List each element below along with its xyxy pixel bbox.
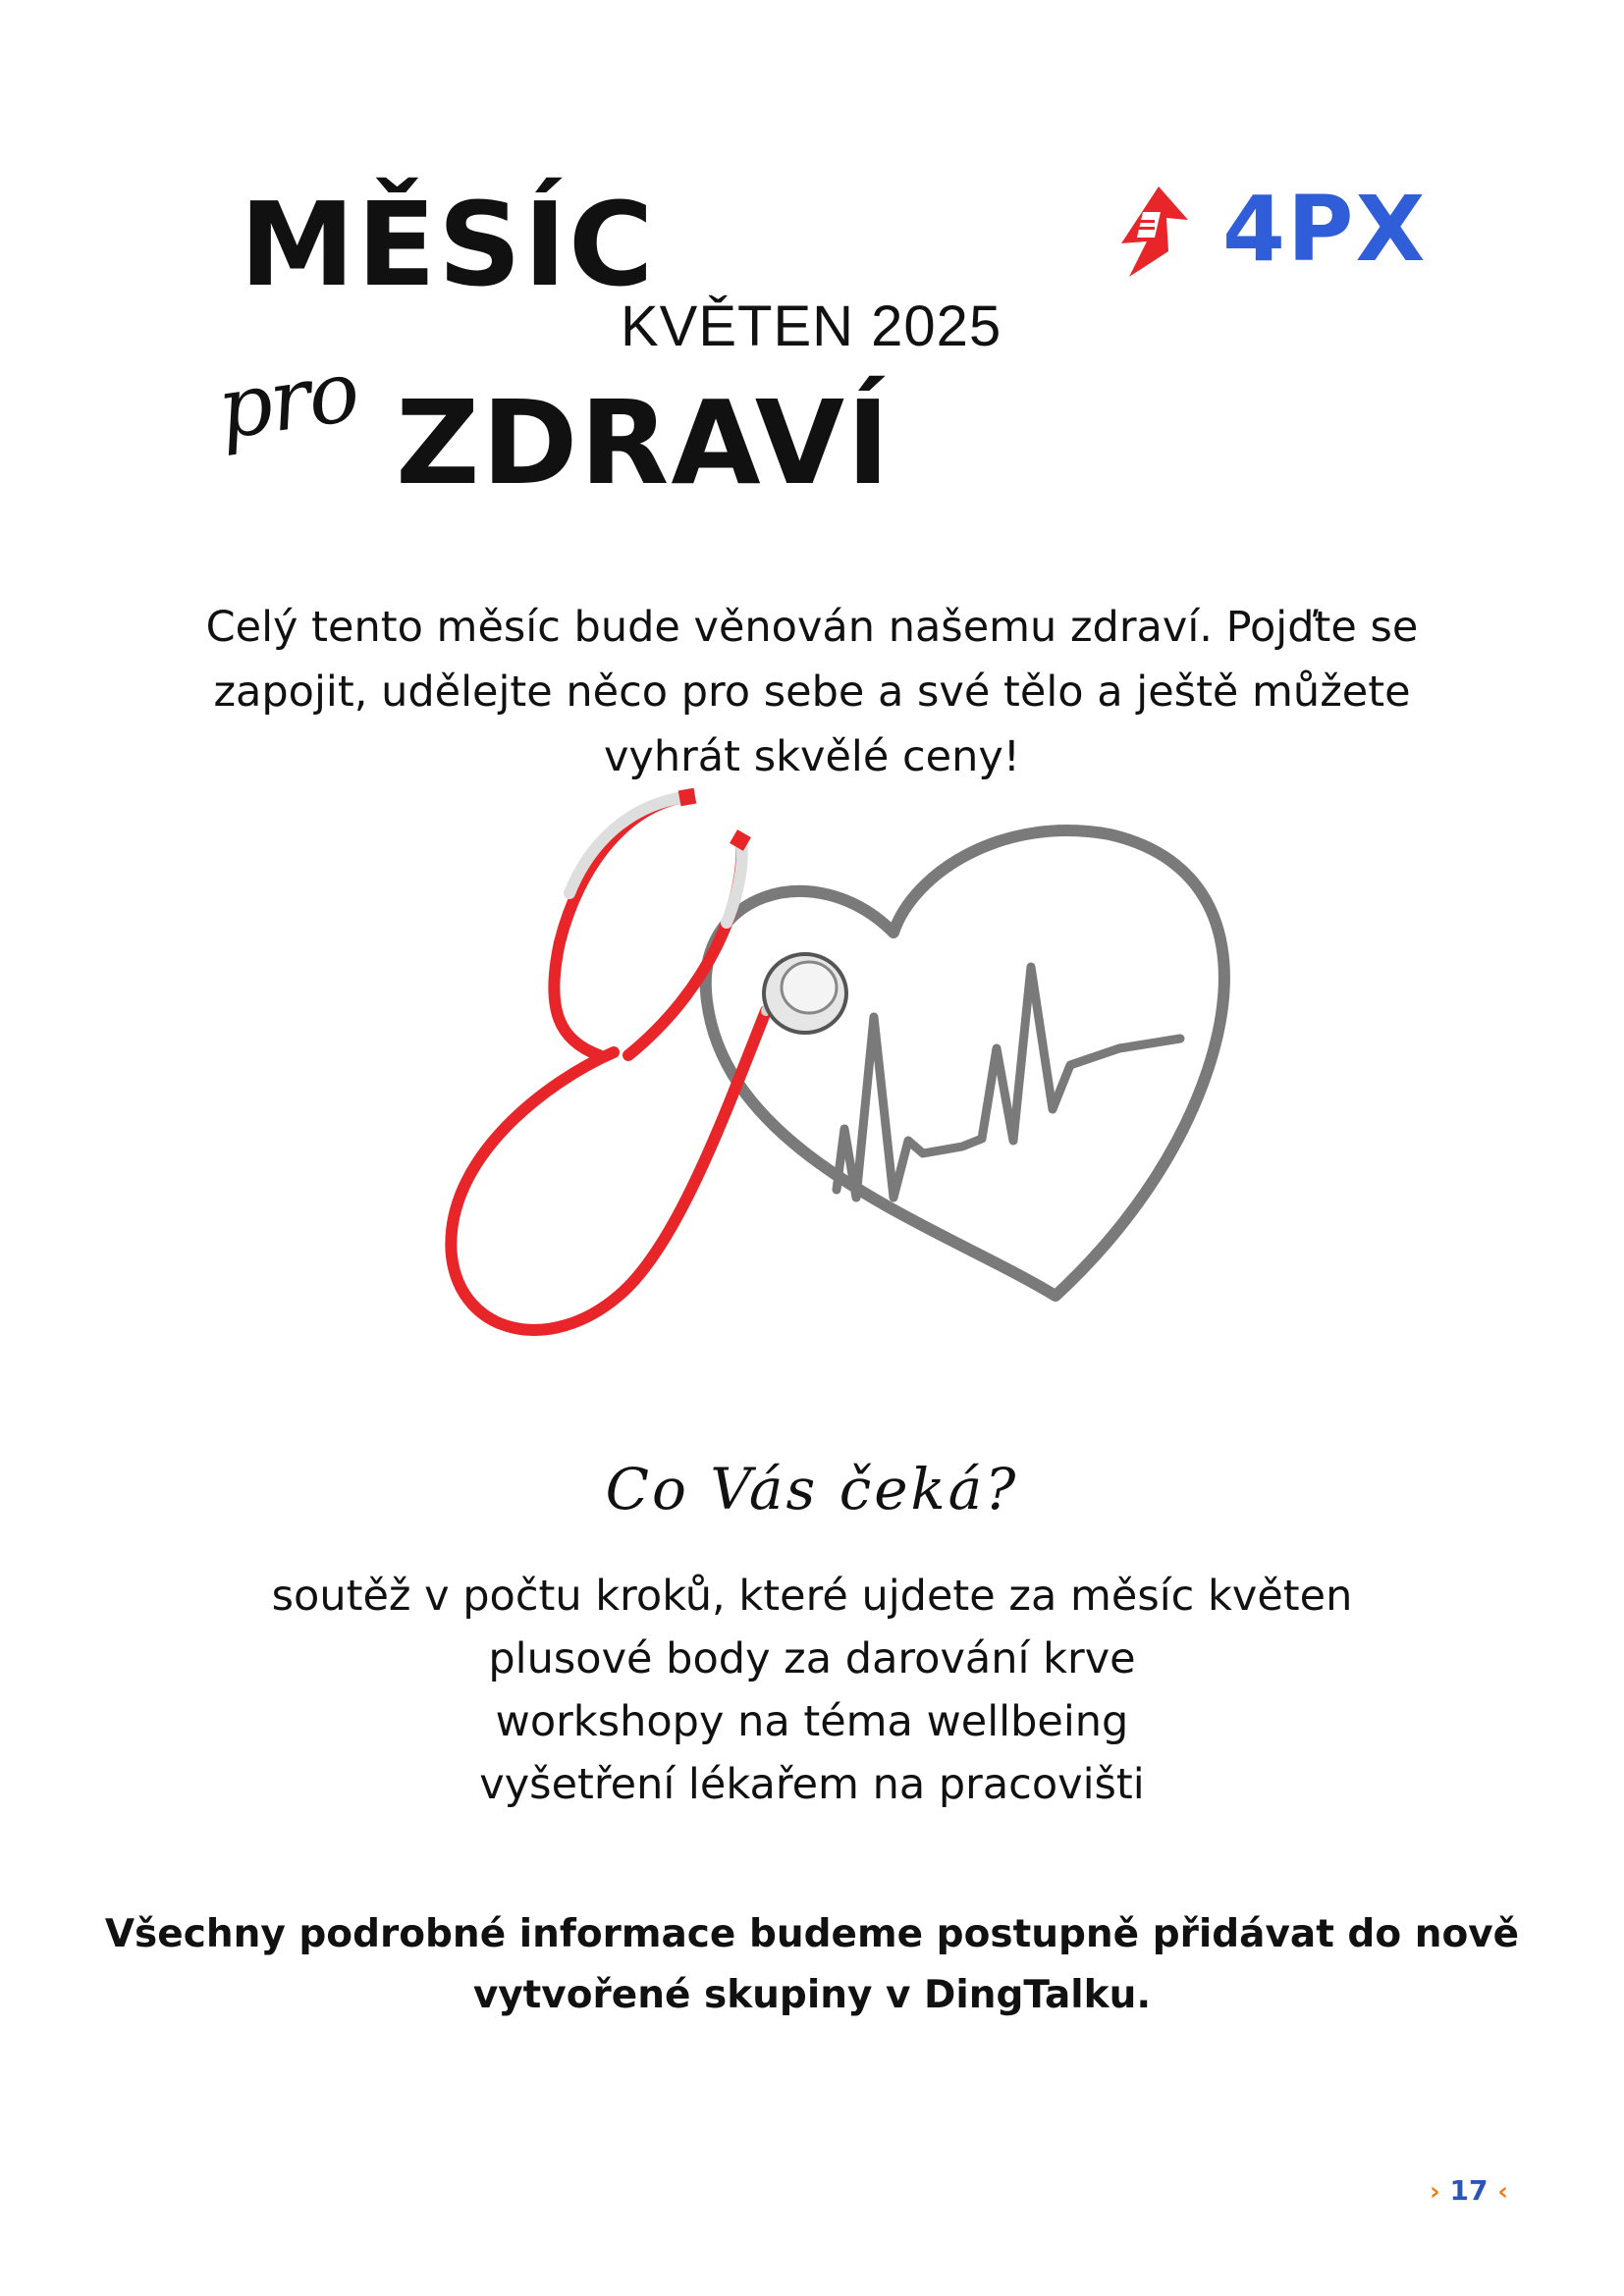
intro-line: Celý tento měsíc bude věnován našemu zdraví. Pojďte se [205, 603, 1419, 652]
heart-icon [706, 830, 1224, 1296]
list-item: plusové body za darování krve [488, 1634, 1136, 1683]
logo-text: 4PX [1222, 177, 1428, 282]
arrow-right-icon: › [1430, 2177, 1440, 2207]
4px-logo-icon [1100, 183, 1208, 291]
section-heading: Co Vás čeká? [605, 1456, 1019, 1522]
title-line-2: ZDRAVÍ [396, 375, 892, 510]
list-item: vyšetření lékařem na pracovišti [479, 1760, 1145, 1809]
note-line: vytvořené skupiny v DingTalku. [472, 1973, 1152, 2017]
company-logo [1100, 177, 1453, 304]
stethoscope-icon [451, 788, 846, 1330]
script-word-pro: pro [211, 342, 364, 459]
month-label: KVĚTEN 2025 [621, 294, 1002, 358]
note-line: Všechny podrobné informace budeme postupně přidávat do nově [104, 1912, 1520, 1956]
page-number-value: 17 [1449, 2174, 1489, 2207]
list-item: soutěž v počtu kroků, které ujdete za měsíc květen [271, 1572, 1353, 1621]
intro-paragraph [98, 595, 1526, 789]
intro-line: vyhrát skvělé ceny! [603, 732, 1021, 781]
page-number [1430, 2174, 1508, 2207]
list-item: workshopy na téma wellbeing [495, 1697, 1129, 1746]
heartbeat-line-icon [837, 967, 1180, 1198]
benefits-list [98, 1565, 1526, 1816]
intro-line: zapojit, udělejte něco pro sebe a své tělo a ještě můžete [213, 667, 1411, 717]
arrow-left-icon: ‹ [1497, 2177, 1508, 2207]
title-line-1: MĚSÍC [240, 177, 656, 312]
info-note [79, 1904, 1545, 2026]
health-illustration [432, 785, 1276, 1394]
